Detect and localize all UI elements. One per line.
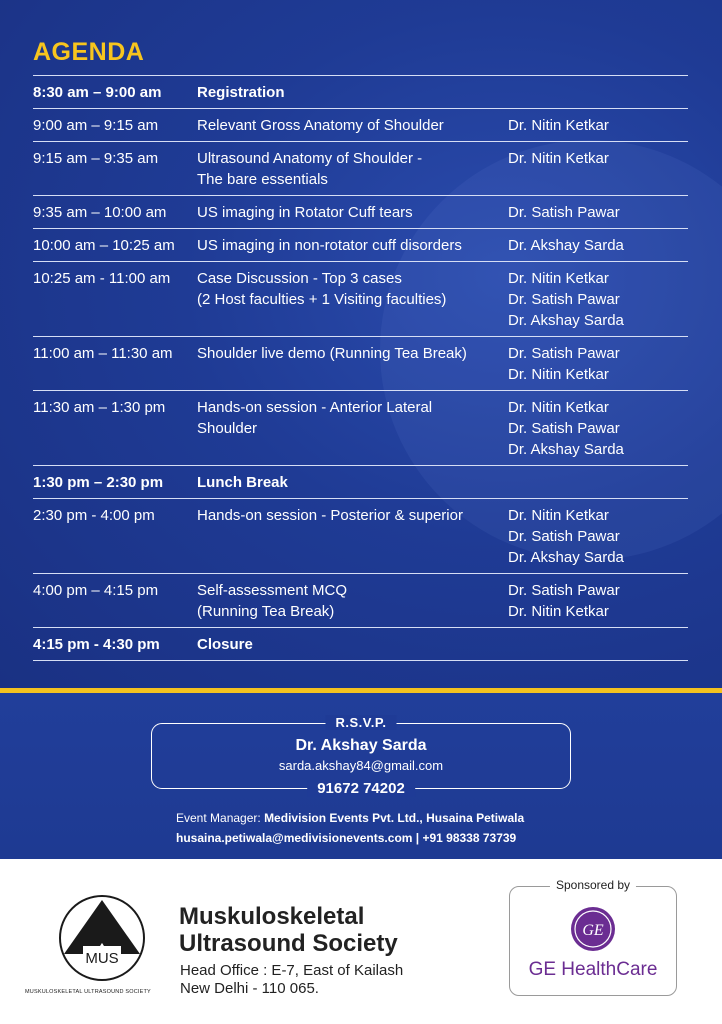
agenda-speakers	[508, 634, 688, 655]
rsvp-label: R.S.V.P.	[326, 715, 397, 730]
agenda-title: AGENDA	[33, 38, 145, 66]
agenda-row	[33, 466, 688, 499]
agenda-row	[33, 229, 688, 262]
agenda-topic-line: US imaging in non-rotator cuff disorders	[197, 237, 462, 254]
agenda-topic	[197, 115, 508, 136]
agenda-speakers	[508, 115, 688, 136]
agenda-speakers	[508, 148, 688, 190]
agenda-topic	[197, 148, 508, 190]
rsvp-email[interactable]: sarda.akshay84@gmail.com	[278, 758, 444, 773]
organization-name-line2: Ultrasound Society	[179, 930, 398, 957]
agenda-speaker: Dr. Satish Pawar	[508, 582, 620, 599]
agenda-time: 9:00 am – 9:15 am	[33, 117, 159, 134]
mus-logo-caption: MUSKULOSKELETAL ULTRASOUND SOCIETY	[25, 989, 151, 995]
organization-name-line1: Muskuloskeletal	[179, 903, 365, 930]
agenda-topic-line: Shoulder live demo (Running Tea Break)	[197, 345, 467, 362]
organization-name	[179, 903, 398, 957]
agenda-topic-line: Ultrasound Anatomy of Shoulder -	[197, 150, 423, 167]
agenda-row	[33, 262, 688, 337]
agenda-topic	[197, 235, 508, 256]
agenda-topic	[197, 202, 508, 223]
agenda-speakers	[508, 580, 688, 622]
agenda-time: 10:25 am - 11:00 am	[33, 270, 171, 287]
agenda-topic-line: Closure	[197, 636, 253, 653]
agenda-speaker: Dr. Nitin Ketkar	[508, 150, 609, 167]
agenda-topic	[197, 472, 508, 493]
sponsor-name: GE HealthCare	[528, 959, 658, 980]
address-line2: New Delhi - 110 065.	[180, 980, 319, 997]
agenda-topic	[197, 343, 508, 385]
agenda-topic-line: (Running Tea Break)	[197, 603, 335, 620]
agenda-row	[33, 142, 688, 196]
agenda-speaker: Dr. Nitin Ketkar	[508, 399, 609, 416]
agenda-speakers	[508, 343, 688, 385]
rsvp-box	[151, 715, 571, 797]
mus-logo	[58, 894, 146, 982]
rsvp-name: Dr. Akshay Sarda	[295, 737, 427, 754]
rsvp-phone[interactable]: 91672 74202	[307, 780, 415, 797]
agenda-speakers	[508, 82, 688, 103]
agenda-speakers	[508, 202, 688, 223]
agenda-time: 9:15 am – 9:35 am	[33, 150, 159, 167]
agenda-speaker: Dr. Satish Pawar	[508, 204, 620, 221]
agenda-topic	[197, 505, 508, 568]
agenda-time: 1:30 pm – 2:30 pm	[33, 474, 164, 491]
agenda-topic-line: (2 Host faculties + 1 Visiting faculties)	[197, 291, 447, 308]
agenda-topic	[197, 268, 508, 331]
agenda-speakers	[508, 268, 688, 331]
agenda-topic-line: The bare essentials	[197, 171, 328, 188]
agenda-speaker: Dr. Nitin Ketkar	[508, 117, 609, 134]
agenda-row	[33, 109, 688, 142]
agenda-row	[33, 391, 688, 466]
agenda-topic-line: US imaging in Rotator Cuff tears	[197, 204, 413, 221]
agenda-speaker: Dr. Satish Pawar	[508, 291, 620, 308]
agenda-topic	[197, 580, 508, 622]
agenda-row	[33, 574, 688, 628]
agenda-speaker: Dr. Nitin Ketkar	[508, 603, 609, 620]
mus-logo-text: MUS	[85, 950, 119, 967]
agenda-speaker: Dr. Satish Pawar	[508, 345, 620, 362]
agenda-row	[33, 76, 688, 109]
agenda-topic	[197, 634, 508, 655]
event-manager-line	[176, 811, 524, 825]
agenda-speaker: Dr. Akshay Sarda	[508, 549, 624, 566]
agenda-speaker: Dr. Satish Pawar	[508, 528, 620, 545]
agenda-speaker: Dr. Akshay Sarda	[508, 312, 624, 329]
agenda-time: 4:15 pm - 4:30 pm	[33, 636, 160, 653]
agenda-topic-line: Hands-on session - Posterior & superior	[197, 507, 463, 524]
agenda-time: 11:30 am – 1:30 pm	[33, 399, 166, 416]
sponsor-box	[509, 878, 677, 996]
event-manager-prefix: Event Manager:	[176, 811, 261, 825]
agenda-time: 10:00 am – 10:25 am	[33, 237, 175, 254]
agenda-topic-line: Shoulder	[197, 420, 258, 437]
agenda-row	[33, 628, 688, 661]
ge-monogram-icon	[570, 906, 616, 952]
agenda-topic-line: Registration	[197, 84, 285, 101]
agenda-speakers	[508, 505, 688, 568]
agenda-time: 8:30 am – 9:00 am	[33, 84, 162, 101]
agenda-topic-line: Lunch Break	[197, 474, 288, 491]
agenda-topic-line: Relevant Gross Anatomy of Shoulder	[197, 117, 444, 134]
agenda-topic-line: Self-assessment MCQ	[197, 582, 348, 599]
agenda-speaker: Dr. Nitin Ketkar	[508, 366, 609, 383]
contact-panel	[0, 693, 722, 859]
agenda-speakers	[508, 472, 688, 493]
agenda-row	[33, 499, 688, 574]
ge-monogram-text: GE	[582, 922, 604, 939]
agenda-table	[33, 75, 688, 661]
agenda-time: 2:30 pm - 4:00 pm	[33, 507, 155, 524]
agenda-time: 9:35 am – 10:00 am	[33, 204, 167, 221]
agenda-speaker: Dr. Akshay Sarda	[508, 441, 624, 458]
sponsor-label: Sponsored by	[550, 878, 636, 892]
agenda-speakers	[508, 397, 688, 460]
agenda-row	[33, 196, 688, 229]
agenda-row	[33, 337, 688, 391]
agenda-speaker: Dr. Nitin Ketkar	[508, 507, 609, 524]
agenda-topic	[197, 82, 508, 103]
agenda-topic-line: Hands-on session - Anterior Lateral	[197, 399, 433, 416]
agenda-speaker: Dr. Satish Pawar	[508, 420, 620, 437]
agenda-topic-line: Case Discussion - Top 3 cases	[197, 270, 402, 287]
agenda-speaker: Dr. Akshay Sarda	[508, 237, 624, 254]
address-line1: Head Office : E-7, East of Kailash	[180, 962, 404, 979]
organization-address	[180, 962, 403, 998]
event-manager-contact[interactable]: husaina.petiwala@medivisionevents.com | +91 98338 73739	[176, 831, 517, 845]
agenda-speaker: Dr. Nitin Ketkar	[508, 270, 609, 287]
agenda-speakers	[508, 235, 688, 256]
agenda-time: 4:00 pm – 4:15 pm	[33, 582, 159, 599]
agenda-topic	[197, 397, 508, 460]
event-manager-company: Medivision Events Pvt. Ltd., Husaina Petiwala	[264, 811, 525, 825]
agenda-time: 11:00 am – 11:30 am	[33, 345, 173, 362]
